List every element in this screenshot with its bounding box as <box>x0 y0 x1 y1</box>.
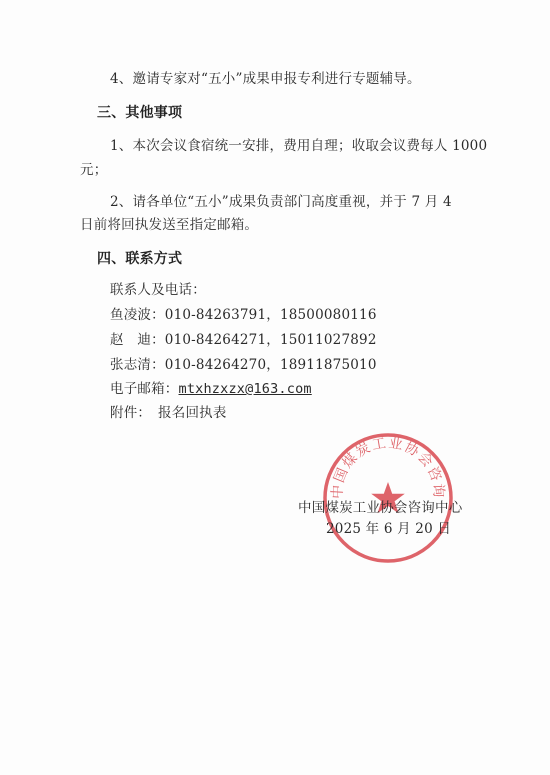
signing-date: 2025 年 6 月 20 日 <box>326 521 452 537</box>
item-4-text: 4、邀请专家对“五小”成果申报专利进行专题辅导。 <box>110 71 421 87</box>
item-3-1-line1: 1、本次会议食宿统一安排，费用自理；收取会议费每人 1000 <box>110 138 488 154</box>
section-3-heading: 三、其他事项 <box>97 105 183 121</box>
item-3-2-line2: 日前将回执发送至指定邮箱。 <box>80 217 259 233</box>
attachment-line: 附件： 报名回执表 <box>110 405 227 421</box>
section-4-heading: 四、联系方式 <box>97 251 183 267</box>
signing-organization: 中国煤炭工业协会咨询中心 <box>298 500 463 516</box>
seal-text: 中国煤炭工业协会咨询 <box>329 435 447 500</box>
contact-row: 鱼凌波：010-84263791，18500080116 <box>110 307 377 323</box>
item-3-1-line2: 元； <box>80 162 108 178</box>
contact-intro: 联系人及电话： <box>110 282 206 298</box>
email-link[interactable]: mtxhzxzx@163.com <box>178 381 312 397</box>
item-3-2-line1: 2、请各单位“五小”成果负责部门高度重视，并于 7 月 4 <box>110 194 452 210</box>
email-row <box>110 380 312 398</box>
email-label: 电子邮箱： <box>110 381 179 397</box>
contact-row: 张志清：010-84264270，18911875010 <box>110 357 377 373</box>
official-seal <box>320 430 456 566</box>
contact-row: 赵 迪：010-84264271，15011027892 <box>110 332 377 348</box>
